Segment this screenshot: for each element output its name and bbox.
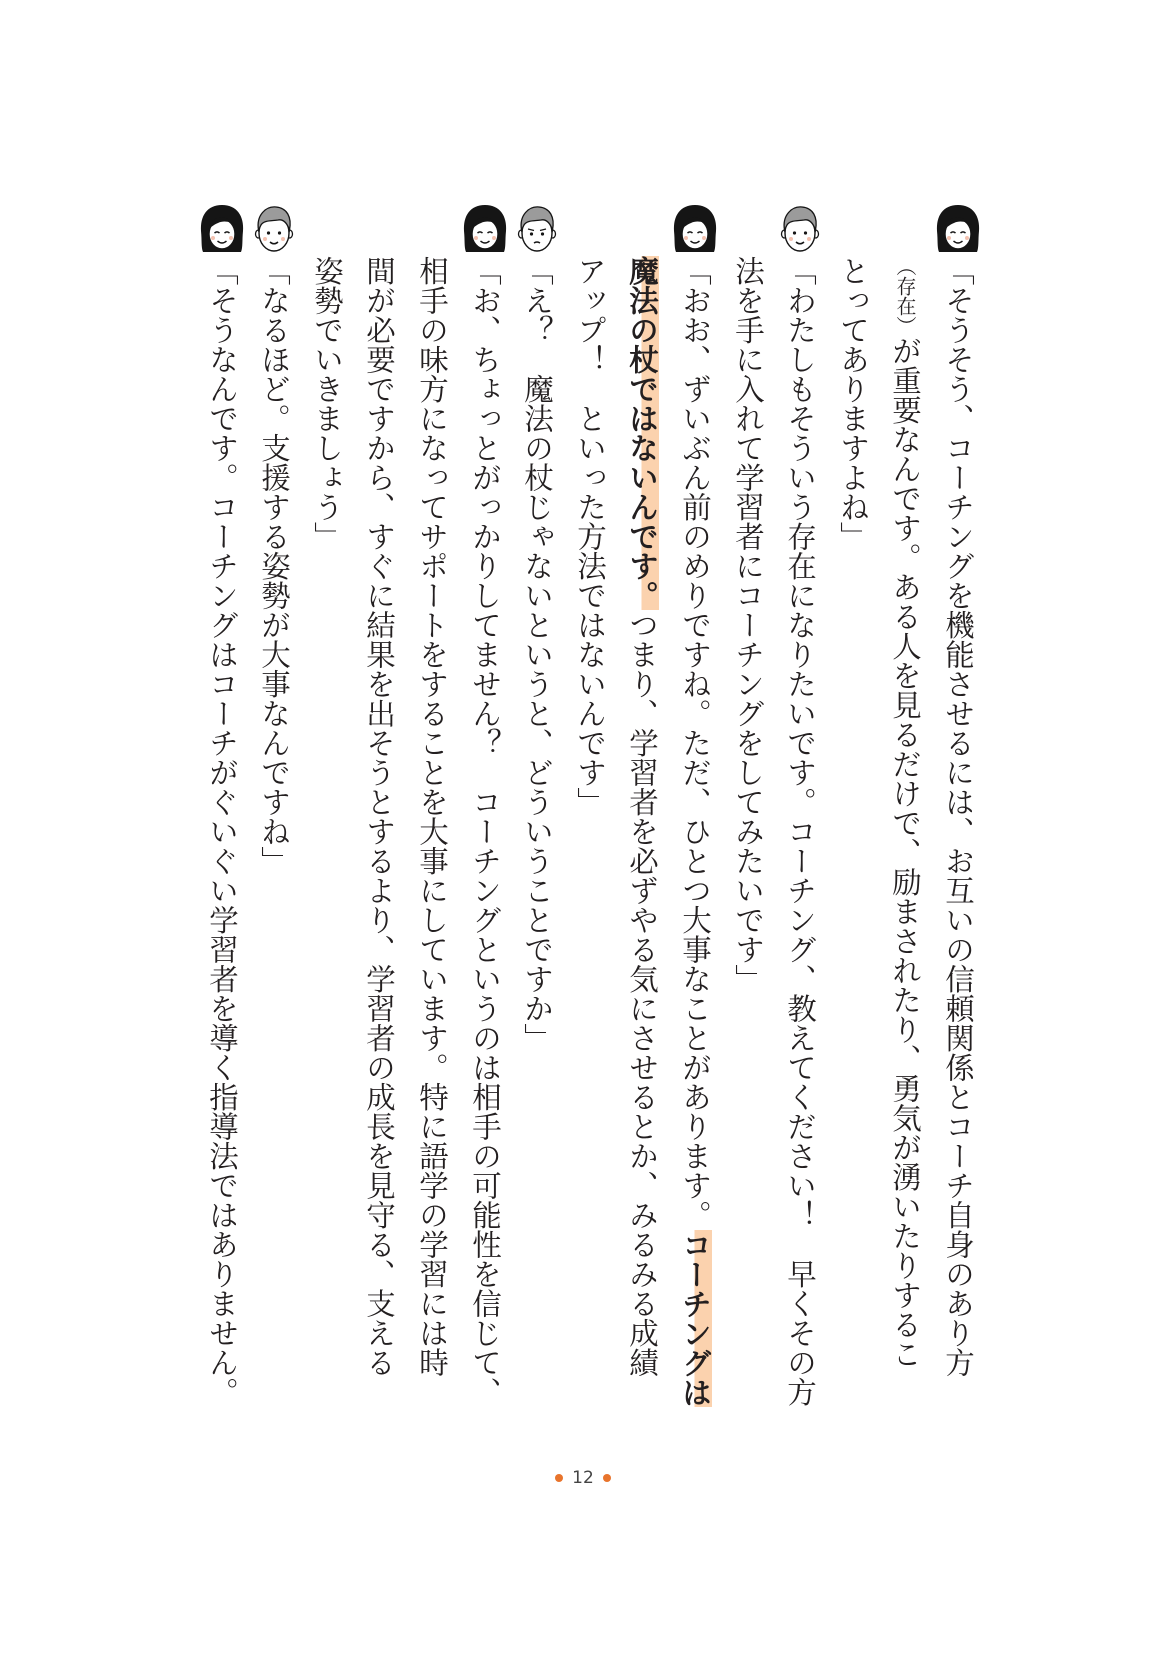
dialogue-text: 「お、ちょっとがっかりしてません？ コーチングというのは相手の可能性を信じて、 [468, 256, 502, 1407]
dialogue-text: とってありますよね」 [836, 256, 870, 551]
highlighted-text: 魔法の杖ではないんです。 [625, 256, 659, 610]
dialogue-text: 「わたしもそういう存在になりたいです。コーチング、教えてください！ 早くその方 [783, 256, 817, 1407]
page-number-text: 12 [572, 1468, 594, 1488]
dialogue-text: 「え？ 魔法の杖じゃないというと、どういうことですか」 [520, 256, 554, 1053]
man-face-icon [512, 203, 562, 255]
man-face-icon [775, 203, 825, 255]
text-column [890, 256, 920, 1426]
dialogue-text: 「なるほど。支援する姿勢が大事なんですね」 [257, 256, 291, 876]
dialogue-text: が重要なんです。ある人を見るだけで、励まされたり、勇気が湧いたりするこ [888, 336, 922, 1369]
dialogue-text: 法を手に入れて学習者にコーチングをしてみたいです」 [731, 256, 765, 994]
dialogue-text: 「おお、ずいぶん前のめりですね。ただ、ひとつ大事なことがあります。 [678, 256, 712, 1230]
text-column [522, 256, 552, 1426]
page-number-dot [555, 1474, 563, 1482]
text-column [312, 256, 342, 1426]
text-column [207, 256, 237, 1426]
text-column [785, 256, 815, 1426]
dialogue-text: 間が必要ですから、すぐに結果を出そうとするより、学習者の成長を見守る、支える [362, 256, 396, 1377]
text-column [627, 256, 657, 1426]
dialogue-text: 姿勢でいきましょう」 [310, 256, 344, 551]
text-column [680, 256, 710, 1426]
dialogue-text: 「そうそう、コーチングを機能させるには、お互いの信頼関係とコーチ自身のあり方 [941, 256, 975, 1377]
text-column [943, 256, 973, 1426]
text-column [364, 256, 394, 1426]
dialogue-text: 相手の味方になってサポートをすることを大事にしています。特に語学の学習には時 [415, 256, 449, 1377]
text-column [733, 256, 763, 1426]
highlighted-text: コーチングは [678, 1229, 712, 1407]
dialogue-text: つまり、学習者を必ずやる気にさせるとか、みるみる成績 [625, 610, 659, 1377]
dialogue-text-small: （存在） [893, 256, 917, 336]
woman-face-icon [670, 203, 720, 255]
woman-face-icon [197, 203, 247, 255]
text-column [417, 256, 447, 1426]
text-column [838, 256, 868, 1426]
text-column [259, 256, 289, 1426]
woman-face-icon [460, 203, 510, 255]
dialogue-text: アップ！ といった方法ではないんです」 [573, 256, 607, 817]
text-column [575, 256, 605, 1426]
page-number-dot [603, 1474, 611, 1482]
page-number [0, 1466, 1166, 1490]
dialogue-text: 「そうなんです。コーチングはコーチがぐいぐい学習者を導く指導法ではありません。 [205, 256, 239, 1407]
man-face-icon [249, 203, 299, 255]
text-column [470, 256, 500, 1426]
woman-face-icon [933, 203, 983, 255]
